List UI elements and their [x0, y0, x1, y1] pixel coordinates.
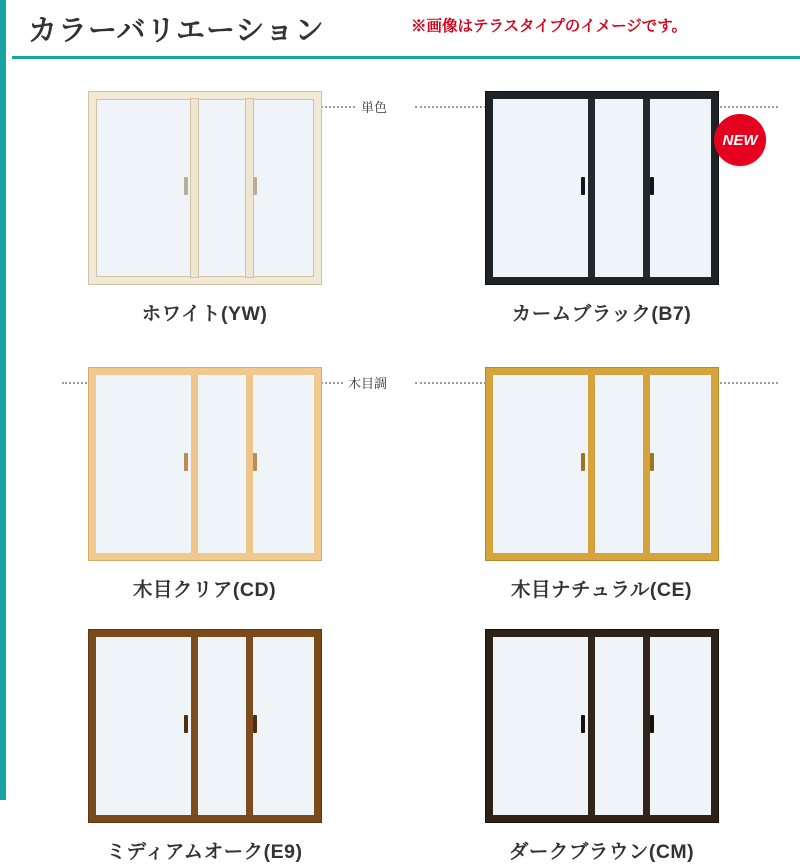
window-mullion-left [588, 637, 595, 815]
window-mullion-left [191, 99, 198, 277]
window-handle-left [581, 715, 585, 733]
window-frame [486, 92, 718, 284]
swatch-caption: 木目クリア(CD) [132, 579, 277, 601]
window-figure-dark-brown [403, 630, 800, 822]
window-mullion-left [588, 375, 595, 553]
window-handle-right [650, 453, 654, 471]
swatch-cell-white[interactable] [6, 64, 403, 326]
page-title: カラーバリエーション [28, 14, 325, 47]
color-swatch-grid [6, 64, 800, 864]
window-figure-white [6, 92, 403, 284]
window-figure-medium-oak [6, 630, 403, 822]
header-divider [12, 56, 800, 59]
window-handle-left [581, 453, 585, 471]
swatch-cell-dark-brown[interactable] [403, 616, 800, 864]
window-handle-right [650, 177, 654, 195]
window-mullion-left [191, 375, 198, 553]
swatch-row-1 [6, 64, 800, 326]
window-mullion-right [246, 637, 253, 815]
swatch-cell-medium-oak[interactable] [6, 616, 403, 864]
window-handle-right [253, 453, 257, 471]
window-handle-left [184, 453, 188, 471]
window-frame [486, 368, 718, 560]
window-mullion-left [588, 99, 595, 277]
page-header [6, 0, 800, 56]
window-mullion-right [643, 637, 650, 815]
window-handle-right [650, 715, 654, 733]
window-mullion-right [246, 99, 253, 277]
swatch-cell-wood-clear[interactable] [6, 340, 403, 602]
window-mullion-right [643, 99, 650, 277]
swatch-caption: ホワイト(YW) [141, 303, 268, 325]
swatch-row-2 [6, 340, 800, 602]
window-figure-calm-black [403, 92, 800, 284]
new-badge: NEW [714, 114, 766, 166]
swatch-caption: ダークブラウン(CM) [508, 841, 695, 863]
window-mullion-left [191, 637, 198, 815]
swatch-cell-wood-natural[interactable] [403, 340, 800, 602]
window-figure-wood-natural [403, 368, 800, 560]
swatch-caption: 木目ナチュラル(CE) [511, 579, 692, 601]
window-figure-wood-clear [6, 368, 403, 560]
swatch-cell-calm-black[interactable] [403, 64, 800, 326]
group-label-solid: 単色 [357, 97, 391, 116]
window-frame [89, 92, 321, 284]
swatch-caption: ミディアムオーク(E9) [106, 841, 303, 863]
window-handle-right [253, 177, 257, 195]
swatch-caption: カームブラック(B7) [511, 303, 692, 325]
swatch-row-3 [6, 616, 800, 864]
window-handle-left [581, 177, 585, 195]
window-handle-left [184, 715, 188, 733]
window-mullion-right [643, 375, 650, 553]
window-frame [89, 368, 321, 560]
header-note: ※画像はテラスタイプのイメージです。 [411, 18, 688, 35]
window-frame [89, 630, 321, 822]
window-handle-left [184, 177, 188, 195]
window-frame [486, 630, 718, 822]
window-mullion-right [246, 375, 253, 553]
window-handle-right [253, 715, 257, 733]
group-label-woodgrain: 木目調 [344, 373, 391, 392]
